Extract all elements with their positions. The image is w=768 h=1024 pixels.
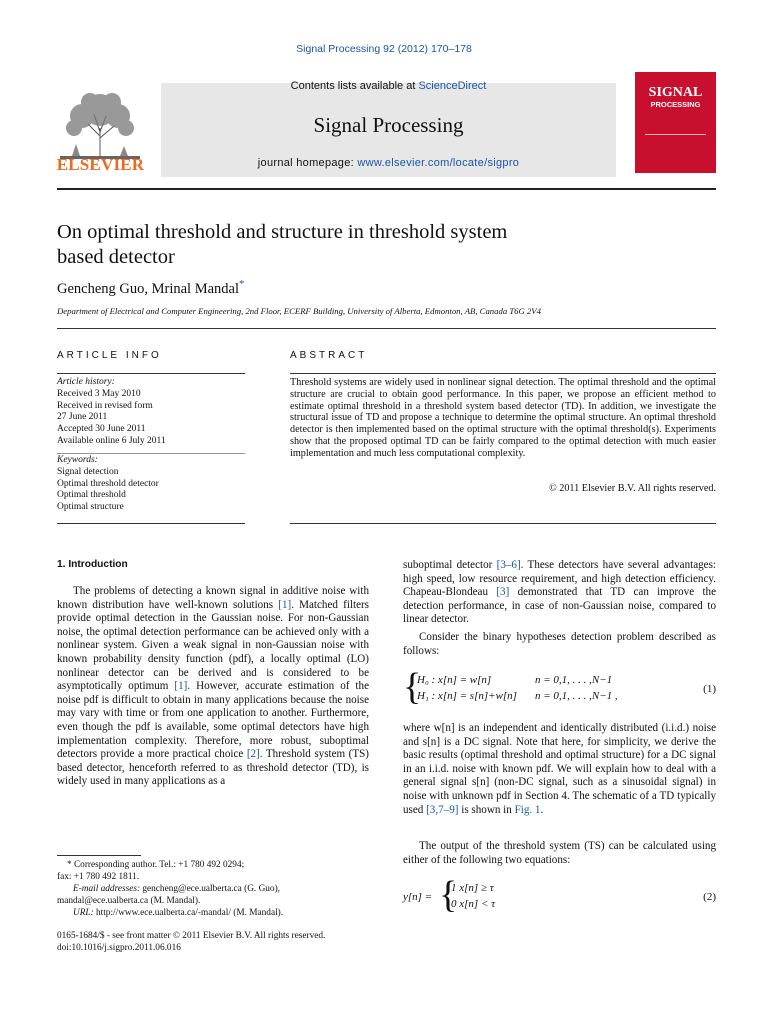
reference-link[interactable]: [3–6] <box>496 559 521 571</box>
abstract-rule-bottom <box>290 523 716 524</box>
contents-line: Contents lists available at ScienceDirect <box>290 80 487 92</box>
right-column-paragraph: The output of the threshold system (TS) can be calculated using either of the following two equations: <box>403 840 716 866</box>
keyword-item: Optimal threshold detector <box>57 478 159 489</box>
keywords: Keywords: Signal detection Optimal threshold detector Optimal threshold Optimal structure <box>57 455 245 514</box>
equation-number: (2) <box>703 891 716 903</box>
journal-name: Signal Processing <box>313 113 464 137</box>
footnotes: * Corresponding author. Tel.: +1 780 492 0294; fax: +1 780 492 1811. E-mail addresses: gencheng@ece.ualberta.ca (G. Guo), mandal@ece.ualberta.ca (M. Mandal). URL: http://www.ece.ualberta.ca/-mandal/ (M. Mandal). <box>57 859 369 919</box>
article-history: Article history: Received 3 May 2010 Received in revised form 27 June 2011 Accepted 30 June 2011 Available online 6 July 2011 <box>57 377 245 448</box>
right-column-paragraph: where w[n] is an independent and identically distributed (i.i.d.) noise and s[n] is a DC signal. Note that here, for simplicity, we derive the basic results (optimal threshold and optimal structure) for a DC signal in an i.i.d. noise with known pdf. We will explain how to deal with a general signal s[n] (non-DC signal, such as a sinusoidal signal) in noise with unknown pdf in Section 4. The schematic of a TD typically used [3,7–9] is shown in Fig. 1. <box>403 722 716 816</box>
right-column-paragraph: suboptimal detector [3–6]. These detectors have several advantages: high speed, low resource requirement, and high detection efficiency. Chapeau-Blondeau [3] demonstrated that TD can improve the detection performance, in case of non-Gaussian noise, compared to linear detector. <box>403 559 716 626</box>
brace-symbol: { <box>403 666 422 708</box>
article-info-rule <box>57 373 245 374</box>
elsevier-wordmark: ELSEVIER <box>56 155 145 174</box>
keyword-item: Optimal structure <box>57 502 124 513</box>
article-info-rule-bottom <box>57 523 245 524</box>
intro-paragraph: The problems of detecting a known signal in additive noise with known distribution have well-known solutions [1]. Matched filters provide optimal detection in the Gaussian noise. For non-Gaussian noise, the optimal detection performance can be achieved only with a nonlinear system. Given a weak signal in non-Gaussian noise with known probability density function (pdf), a locally optimal (LO) nonlinear detector can be derived and is considered to be asymptotically optimum [1]. However, accurate estimation of the noise pdf is difficult to obtain in many applications because the noise may vary with time or from one application to another. Furthermore, even though the pdf is available, some optimal detectors have high implementation complexity. Therefore, more robust, suboptimal detectors provide a more practical choice [2]. Threshold system (TS) based detector, henceforth referred to as threshold detector (TD), is widely used in many applications as a <box>57 585 369 788</box>
cover-title: SIGNAL <box>648 85 703 100</box>
abstract-body: Threshold systems are widely used in nonlinear signal detection. The optimal threshold and the optimal structure are crucial to obtain good performance. In this paper, we propose an efficient method to estimate optimal threshold in a threshold system based detector (TD). In addition, we investigate the structural issue of TD and propose a technique to determine the optimal structure. An optimal threshold detector is then implemented based on the optimal structure with the optimal threshold(s). Experiments show that the proposed optimal TD can be fairly compared to the optimal detection with much easier implementation and much less computational complexity. <box>290 377 716 459</box>
email-addresses[interactable]: gencheng@ece.ualberta.ca (G. Guo), <box>140 884 281 894</box>
author-url[interactable]: http://www.ece.ualberta.ca/-mandal/ (M. Mandal). <box>93 908 284 918</box>
abstract-rule <box>290 373 716 374</box>
history-item: Received in revised form <box>57 400 153 411</box>
reference-link[interactable]: [3,7–9] <box>426 803 459 816</box>
equation-number: (1) <box>703 683 716 695</box>
sciencedirect-link[interactable]: ScienceDirect <box>418 80 487 92</box>
figure-link[interactable]: Fig. 1 <box>514 803 541 816</box>
doi[interactable]: doi:10.1016/j.sigpro.2011.06.016 <box>57 943 181 953</box>
equation-1: { H₀ : x[n] = w[n] n = 0,1, . . . ,N−1 H₁ : x[n] = s[n]+w[n] n = 0,1, . . . ,N−1 , (1) <box>403 666 716 708</box>
section-rule <box>57 328 716 329</box>
reference-link[interactable]: [1] <box>278 598 292 611</box>
journal-cover-thumbnail[interactable] <box>635 72 716 173</box>
brace-symbol: { <box>439 874 458 916</box>
history-item: Available online 6 July 2011 <box>57 435 166 446</box>
keyword-item: Signal detection <box>57 466 119 477</box>
equation-2: y[n] = { 1 x[n] ≥ τ 0 x[n] < τ (2) <box>403 874 716 916</box>
section-heading-introduction: 1. Introduction <box>57 559 128 570</box>
cover-subtitle: PROCESSING <box>650 100 701 109</box>
abstract-heading: ABSTRACT <box>290 350 368 361</box>
cover-divider <box>645 134 706 135</box>
keyword-item: Optimal threshold <box>57 490 126 501</box>
article-info-heading: ARTICLE INFO <box>57 350 162 361</box>
abstract-copyright: © 2011 Elsevier B.V. All rights reserved. <box>548 483 716 494</box>
reference-link[interactable]: [2] <box>246 748 260 761</box>
front-matter: 0165-1684/$ - see front matter © 2011 Elsevier B.V. All rights reserved. doi:10.1016/j.sigpro.2011.06.016 <box>57 930 369 954</box>
affiliation: Department of Electrical and Computer Engineering, 2nd Floor, ECERF Building, University of Alberta, Edmonton, AB, Canada T6G 2V4 <box>57 306 541 316</box>
header-rule <box>57 188 716 190</box>
journal-citation[interactable]: Signal Processing 92 (2012) 170–178 <box>296 43 472 55</box>
history-item: Received 3 May 2010 <box>57 388 141 399</box>
email-addresses-cont[interactable]: mandal@ece.ualberta.ca (M. Mandal). <box>57 896 201 906</box>
reference-link[interactable]: [3] <box>496 586 510 599</box>
author-footnote-mark[interactable]: * <box>239 278 245 290</box>
article-info-divider <box>57 453 245 454</box>
history-item: Accepted 30 June 2011 <box>57 424 146 435</box>
history-item: 27 June 2011 <box>57 412 108 423</box>
reference-link[interactable]: [1] <box>174 680 188 693</box>
homepage-link[interactable]: www.elsevier.com/locate/sigpro <box>357 157 520 169</box>
footnote-rule <box>57 855 141 856</box>
homepage-line: journal homepage: www.elsevier.com/locate/sigpro <box>257 157 520 169</box>
right-column-paragraph: Consider the binary hypotheses detection problem described as follows: <box>403 631 716 657</box>
paper-title: On optimal threshold and structure in threshold system based detector <box>57 221 508 268</box>
author-list: Gencheng Guo, Mrinal Mandal* <box>57 278 245 297</box>
